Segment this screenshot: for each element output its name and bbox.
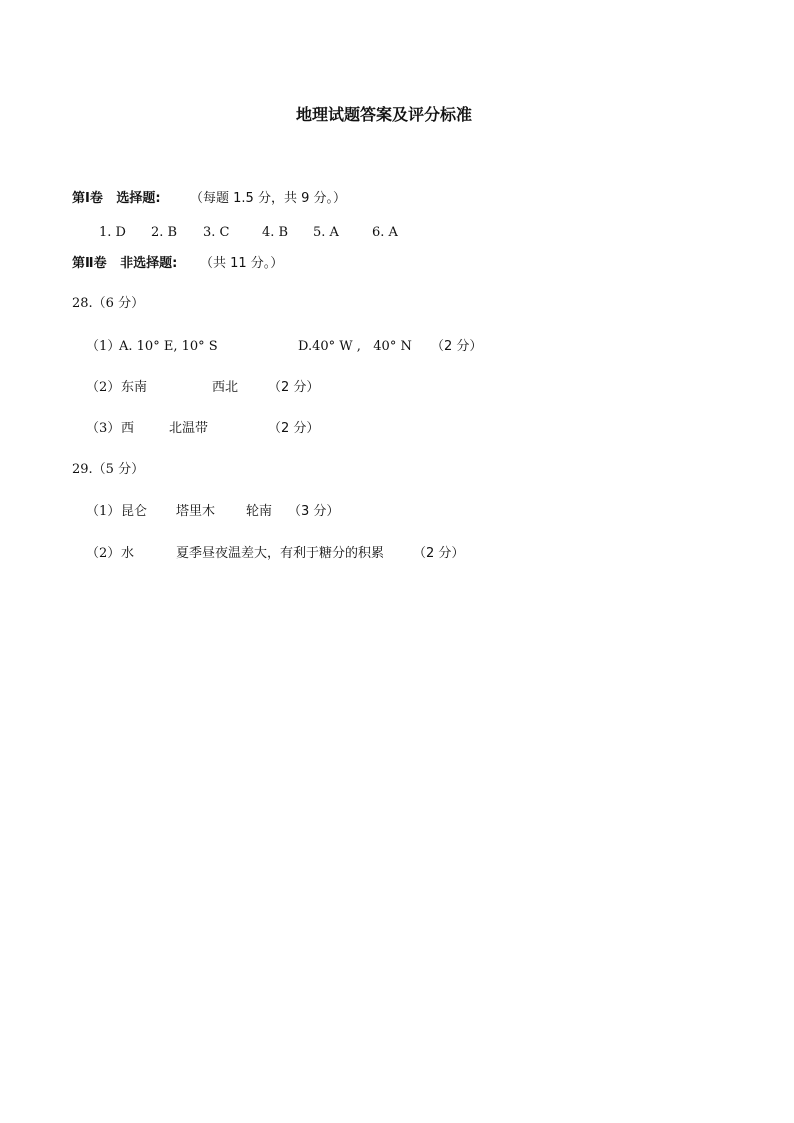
part2-note: （共 11 分。） — [200, 256, 284, 271]
answer-a: A. 10° E, 10° S — [119, 339, 218, 354]
question-header: 29.（5 分） — [72, 462, 145, 477]
answer-item: 4. B — [262, 225, 289, 240]
item-number: （2） — [86, 380, 121, 395]
question-header: 28.（6 分） — [72, 296, 145, 311]
answer-b: 北温带 — [169, 421, 209, 436]
answer-b: D.40° W , 40° N — [298, 339, 412, 354]
part1-heading: 第Ⅰ卷 选择题: — [72, 191, 161, 206]
score-label: （3 分） — [288, 504, 340, 519]
score-label: （2 分） — [268, 380, 320, 395]
score-label: （2 分） — [431, 339, 483, 354]
item-number: （1） — [86, 504, 121, 519]
part1-note: （每题 1.5 分，共 9 分。） — [190, 191, 346, 206]
answer-a: 昆仑 — [121, 504, 148, 519]
answer-item: 1. D — [99, 225, 126, 240]
page-title: 地理试题答案及评分标准 — [296, 105, 473, 124]
answer-item: 3. C — [203, 225, 230, 240]
answer-b: 夏季昼夜温差大，有利于糖分的积累 — [176, 546, 385, 561]
answer-c: 轮南 — [246, 504, 273, 519]
item-number: （2） — [86, 546, 121, 561]
answer-b: 西北 — [212, 380, 239, 395]
item-number: （3） — [86, 421, 121, 436]
score-label: （2 分） — [268, 421, 320, 436]
part2-heading: 第Ⅱ卷 非选择题: — [72, 256, 178, 271]
item-number: （1） — [86, 339, 121, 354]
answer-a: 西 — [121, 421, 135, 436]
answer-item: 2. B — [151, 225, 178, 240]
answer-item: 6. A — [372, 225, 398, 240]
answer-a: 东南 — [121, 380, 148, 395]
score-label: （2 分） — [413, 546, 465, 561]
answer-item: 5. A — [313, 225, 339, 240]
answer-b: 塔里木 — [176, 504, 216, 519]
answer-a: 水 — [121, 546, 135, 561]
